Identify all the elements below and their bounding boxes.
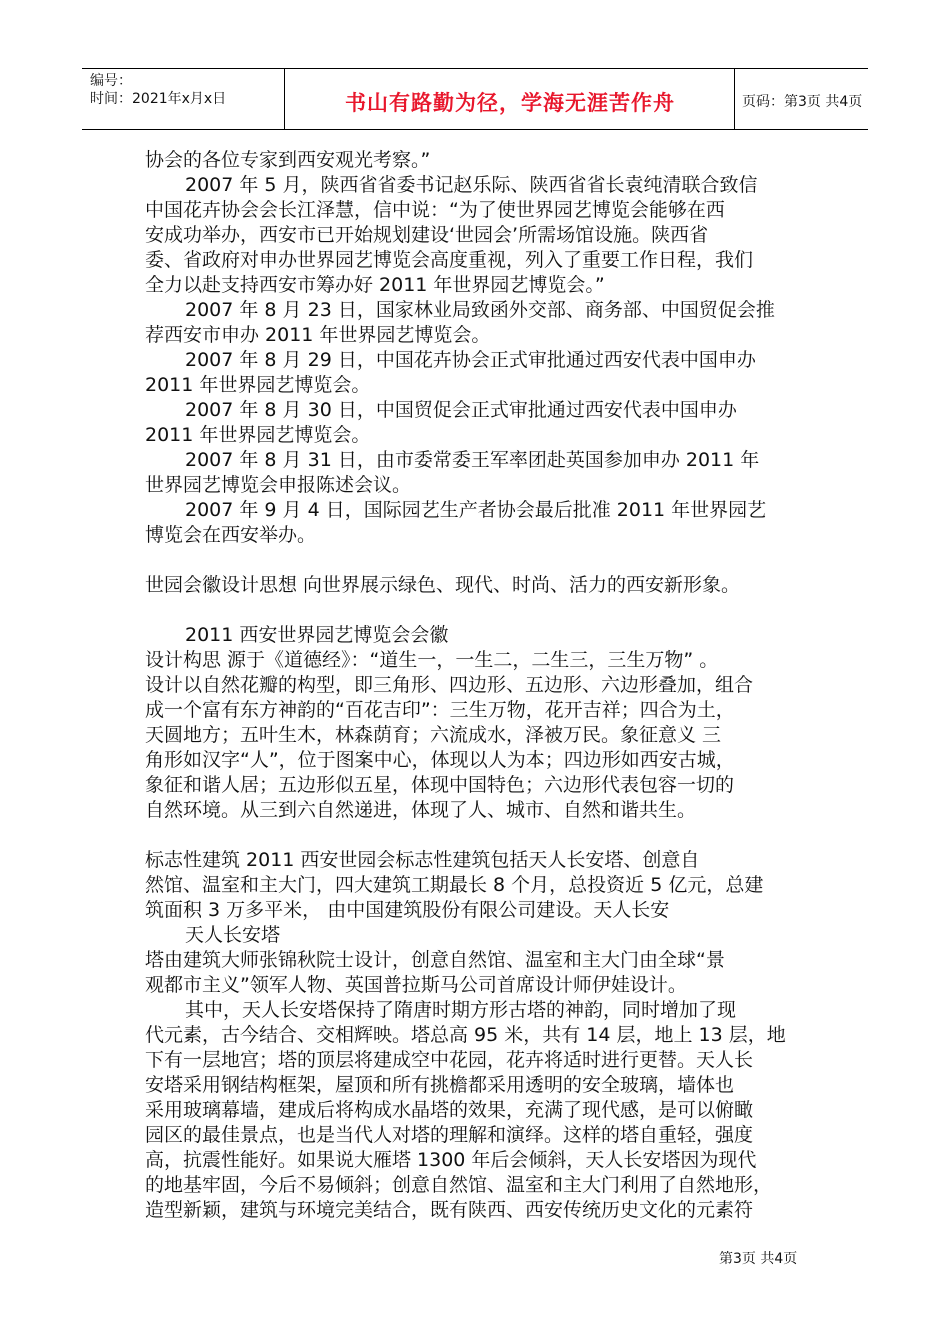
header-page-info: 页码：第3页 共4页	[742, 94, 863, 110]
body-line: 角形如汉字“人”，位于图案中心，体现以人为本；四边形如西安古城，	[145, 749, 735, 771]
body-line: 代元素，古今结合、交相辉映。塔总高 95 米，共有 14 层，地上 13 层，地	[145, 1024, 786, 1046]
emblem-heading: 2011 西安世界园艺博览会会徽	[185, 624, 449, 646]
body-line: 世园会徽设计思想 向世界展示绿色、现代、时尚、活力的西安新形象。	[145, 574, 741, 596]
body-line: 成一个富有东方神韵的“百花吉印”：三生万物，花开吉祥；四合为土，	[145, 699, 735, 721]
footer-page-info: 第3页 共4页	[719, 1251, 798, 1267]
body-line: 2011 年世界园艺博览会。	[145, 424, 371, 446]
body-line: 世界园艺博览会申报陈述会议。	[145, 474, 412, 496]
document-date: 时间：2021年x月x日	[90, 91, 227, 107]
body-line: 的地基牢固，今后不易倾斜；创意自然馆、温室和主大门利用了自然地形，	[145, 1174, 773, 1196]
body-line: 观都市主义”领军人物、英国普拉斯马公司首席设计师伊娃设计。	[145, 974, 687, 996]
body-line: 下有一层地宫；塔的顶层将建成空中花园，花卉将适时进行更替。天人长	[145, 1049, 754, 1071]
body-line: 荐西安市申办 2011 年世界园艺博览会。	[145, 324, 491, 346]
blank-line	[145, 548, 825, 573]
document-body	[145, 148, 825, 1223]
body-line: 筑面积 3 万多平米， 由中国建筑股份有限公司建设。天人长安	[145, 899, 670, 921]
header-motto-cell	[286, 69, 735, 129]
body-line: 2007 年 5 月，陕西省省委书记赵乐际、陕西省省长袁纯清联合致信	[185, 174, 758, 196]
body-line: 博览会在西安举办。	[145, 524, 317, 546]
body-line: 天圆地方；五叶生木，林森荫育；六流成水，泽被万民。象征意义 三	[145, 724, 722, 746]
body-line: 中国花卉协会会长江泽慧，信中说：“为了使世界园艺博览会能够在西	[145, 199, 725, 221]
header-left-cell	[82, 69, 285, 129]
body-line: 安塔采用钢结构框架，屋顶和所有挑檐都采用透明的安全玻璃，墙体也	[145, 1074, 735, 1096]
body-line: 协会的各位专家到西安观光考察。”	[145, 149, 431, 171]
body-line: 全力以赴支持西安市筹办好 2011 年世界园艺博览会。”	[145, 274, 605, 296]
document-number-label: 编号：	[90, 73, 132, 89]
body-line: 塔由建筑大师张锦秋院士设计，创意自然馆、温室和主大门由全球“景	[145, 949, 725, 971]
body-line: 造型新颖，建筑与环境完美结合，既有陕西、西安传统历史文化的元素符	[145, 1199, 754, 1221]
body-line: 标志性建筑 2011 西安世园会标志性建筑包括天人长安塔、创意自	[145, 849, 700, 871]
body-line: 然馆、温室和主大门，四大建筑工期最长 8 个月，总投资近 5 亿元，总建	[145, 874, 764, 896]
body-line: 设计以自然花瓣的构型，即三角形、四边形、五边形、六边形叠加，组合	[145, 674, 754, 696]
body-line: 设计构思 源于《道德经》：“道生一，一生二，二生三，三生万物” 。	[145, 649, 719, 671]
page-header	[82, 68, 868, 130]
blank-line	[145, 598, 825, 623]
body-line: 自然环境。从三到六自然递进，体现了人、城市、自然和谐共生。	[145, 799, 697, 821]
body-line: 2007 年 8 月 23 日，国家林业局致函外交部、商务部、中国贸促会推	[185, 299, 775, 321]
body-line: 2007 年 8 月 29 日，中国花卉协会正式审批通过西安代表中国申办	[185, 349, 756, 371]
body-line: 安成功举办，西安市已开始规划建设‘世园会’所需场馆设施。陕西省	[145, 224, 709, 246]
blank-line	[145, 823, 825, 848]
motto-text: 书山有路勤为径，学海无涯苦作舟	[345, 91, 675, 115]
body-line: 象征和谐人居；五边形似五星，体现中国特色；六边形代表包容一切的	[145, 774, 735, 796]
body-line: 2007 年 9 月 4 日，国际园艺生产者协会最后批准 2011 年世界园艺	[185, 499, 767, 521]
body-line: 2007 年 8 月 31 日，由市委常委王军率团赴英国参加申办 2011 年	[185, 449, 760, 471]
body-line: 委、省政府对申办世界园艺博览会高度重视，列入了重要工作日程，我们	[145, 249, 754, 271]
body-line: 其中，天人长安塔保持了隋唐时期方形古塔的神韵，同时增加了现	[185, 999, 737, 1021]
body-line: 2011 年世界园艺博览会。	[145, 374, 371, 396]
tower-heading: 天人长安塔	[185, 924, 281, 946]
body-line: 园区的最佳景点，也是当代人对塔的理解和演绎。这样的塔自重轻，强度	[145, 1124, 754, 1146]
body-line: 采用玻璃幕墙，建成后将构成水晶塔的效果，充满了现代感，是可以俯瞰	[145, 1099, 754, 1121]
body-line: 高，抗震性能好。如果说大雁塔 1300 年后会倾斜，天人长安塔因为现代	[145, 1149, 757, 1171]
body-line: 2007 年 8 月 30 日，中国贸促会正式审批通过西安代表中国申办	[185, 399, 737, 421]
header-right-cell	[736, 69, 868, 129]
